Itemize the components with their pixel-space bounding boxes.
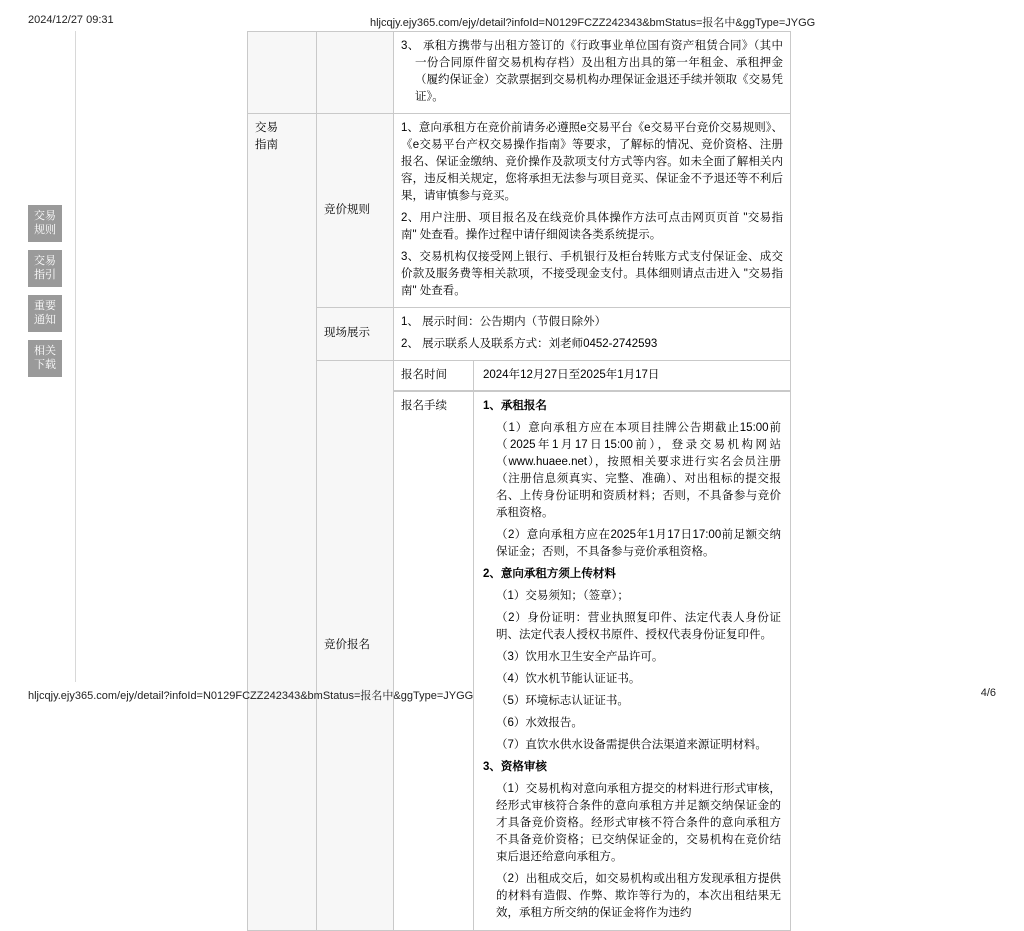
cell-signup-time-block bbox=[394, 361, 791, 391]
signup-para: （1）交易须知；（签章）； bbox=[496, 590, 629, 602]
page-left-rule bbox=[75, 31, 76, 682]
side-tab-related-downloads[interactable] bbox=[28, 340, 62, 377]
site-display-para-2: 2、 展示联系人及联系方式：刘老师0452-2742593 bbox=[401, 338, 658, 350]
side-tab-line1: 重要 bbox=[34, 300, 56, 312]
bidding-rules-para-1: 1、意向承租方在竞价前请务必遵照e交易平台《e交易平台竞价交易规则》、《e交易平台产权交易操作指南》等要求，了解标的情况、竞价资格、注册报名、保证金缴纳、竞价操作及款项支付方式等内容。如未全面了解相关内容，违反相关规定，您将承担无法参与项目竞买、保证金不予退还等不利后果，请审慎参与竞买。 bbox=[401, 122, 783, 202]
cell-section-label-trading-guide bbox=[248, 114, 317, 931]
cell-label-bidding-rules: 竞价规则 bbox=[317, 114, 394, 308]
side-tab-line1: 交易 bbox=[34, 210, 56, 222]
bidding-rules-para-3: 3、交易机构仅接受网上银行、手机银行及柜台转账方式支付保证金、成交价款及服务费等相关款项，不接受现金支付。具体细则请点击进入 "交易指南" 处查看。 bbox=[401, 251, 783, 297]
cell-signup-procedure-block bbox=[394, 391, 791, 931]
signup-para: （1）意向承租方应在本项目挂牌公告期截止15:00前（2025年1月17日15:00前），登录交易机构网站（www.huaee.net），按照相关要求进行实名会员注册（注册信息须真实、完整、准确）、对出租标的提交报名、上传身份证明和资质材料；否则，不具备参与竞价承租资格。 bbox=[496, 422, 781, 519]
signup-time-row bbox=[394, 361, 790, 390]
signup-time-label: 报名时间 bbox=[394, 361, 474, 390]
side-tab-trading-guide[interactable] bbox=[28, 250, 62, 287]
site-display-para-1: 1、 展示时间：公告期内（节假日除外） bbox=[401, 316, 607, 328]
signup-para: （7）直饮水供水设备需提供合法渠道来源证明材料。 bbox=[496, 739, 767, 751]
announcement-table bbox=[247, 31, 791, 931]
side-tab-trading-rules[interactable] bbox=[28, 205, 62, 242]
signup-heading: 3、资格审核 bbox=[483, 761, 547, 773]
side-tab-line2: 规则 bbox=[34, 224, 56, 236]
side-tab-line2: 通知 bbox=[34, 314, 56, 326]
signup-procedure-content bbox=[474, 392, 791, 931]
cell-label-bid-signup: 竞价报名 bbox=[317, 361, 394, 931]
table-row-site-display bbox=[248, 308, 791, 361]
signup-para: （6）水效报告。 bbox=[496, 717, 583, 729]
signup-para: （2）意向承租方应在2025年1月17日17:00前足额交纳保证金；否则，不具备参与竞价承租资格。 bbox=[496, 529, 781, 558]
side-tab-line2: 下载 bbox=[34, 359, 56, 371]
table-row-signup-time bbox=[248, 361, 791, 391]
footer-page-number: 4/6 bbox=[980, 687, 996, 699]
side-tab-line1: 相关 bbox=[34, 345, 56, 357]
footer-url: hljcqjy.ejy365.com/ejy/detail?infoId=N0129FCZZ242343&bmStatus=报名中&ggType=JYGG bbox=[28, 690, 474, 702]
page-footer bbox=[0, 687, 1024, 703]
cell-empty-col-b bbox=[317, 32, 394, 114]
signup-procedure-row bbox=[394, 392, 790, 931]
cell-site-display-content bbox=[394, 308, 791, 361]
cell-empty-col-a bbox=[248, 32, 317, 114]
signup-heading: 2、意向承租方须上传材料 bbox=[483, 568, 616, 580]
side-tab-line2: 指引 bbox=[34, 269, 56, 281]
section-label-line1: 交易 bbox=[255, 122, 278, 134]
page-header bbox=[0, 14, 1024, 30]
header-url: hljcqjy.ejy365.com/ejy/detail?infoId=N0129FCZZ242343&bmStatus=报名中&ggType=JYGG bbox=[370, 17, 816, 29]
signup-time-value: 2024年12月27日至2025年1月17日 bbox=[483, 369, 660, 381]
section-label-line2: 指南 bbox=[255, 139, 278, 151]
signup-para: （3）饮用水卫生安全产品许可。 bbox=[496, 651, 664, 663]
side-tab-line1: 交易 bbox=[34, 255, 56, 267]
table-row-continued-fragment bbox=[248, 32, 791, 114]
cell-label-site-display: 现场展示 bbox=[317, 308, 394, 361]
header-date: 2024/12/27 09:31 bbox=[28, 14, 114, 26]
signup-heading: 1、承租报名 bbox=[483, 400, 547, 412]
signup-para: （4）饮水机节能认证证书。 bbox=[496, 673, 641, 685]
cell-bidding-rules-content bbox=[394, 114, 791, 308]
announcement-table-wrapper bbox=[247, 31, 791, 931]
table-row-bidding-rules bbox=[248, 114, 791, 308]
continued-fragment-text: 3、 承租方携带与出租方签订的《行政事业单位国有资产租赁合同》（其中一份合同原件留交易机构存档）及出租方出具的第一年租金、承租押金（履约保证金）交款票据到交易机构办理保证金退还手续并领取《交易凭证》。 bbox=[401, 40, 783, 103]
side-tab-list bbox=[28, 205, 62, 385]
signup-procedure-label: 报名手续 bbox=[394, 392, 474, 931]
signup-para: （1）交易机构对意向承租方提交的材料进行形式审核，经形式审核符合条件的意向承租方并足额交纳保证金的才具备竞价资格。经形式审核不符合条件的意向承租方不具备竞价资格；已交纳保证金的，交易机构在竞价结束后退还给意向承租方。 bbox=[496, 783, 781, 863]
signup-para: （5）环境标志认证证书。 bbox=[496, 695, 629, 707]
signup-para: （2）出租成交后，如交易机构或出租方发现承租方提供的材料有造假、作弊、欺诈等行为的，本次出租结果无效，承租方所交纳的保证金将作为违约 bbox=[496, 873, 781, 919]
bidding-rules-para-2: 2、用户注册、项目报名及在线竞价具体操作方法可点击网页页首 "交易指南" 处查看。操作过程中请仔细阅读各类系统提示。 bbox=[401, 212, 783, 241]
signup-para: （2）身份证明：营业执照复印件、法定代表人身份证明、法定代表人授权书原件、授权代表身份证复印件。 bbox=[496, 612, 781, 641]
side-tab-important-notice[interactable] bbox=[28, 295, 62, 332]
cell-continued-fragment bbox=[394, 32, 791, 114]
